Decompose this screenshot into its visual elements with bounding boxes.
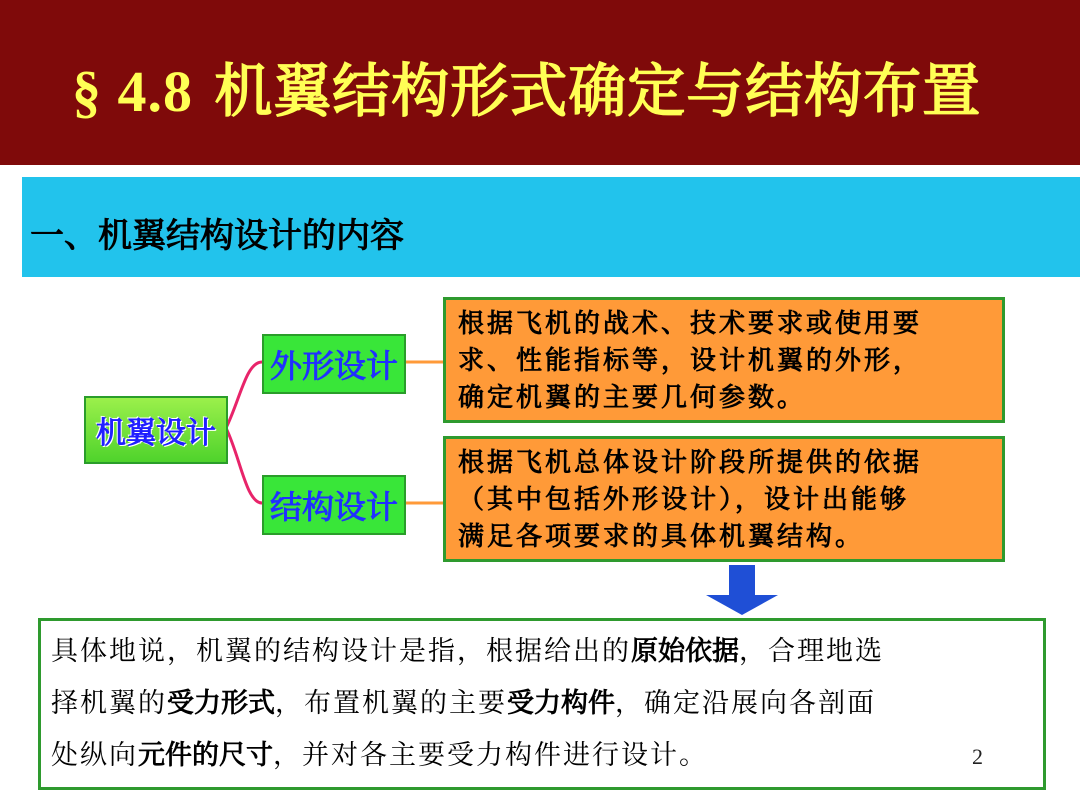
child-node-structure-design: 结构设计 (262, 475, 406, 535)
branch-line-bottom (226, 428, 262, 503)
summary-text: ，合理地选 (739, 636, 884, 667)
section-title: 一、机翼结构设计的内容 (30, 216, 404, 256)
summary-text: ，布置机翼的主要 (275, 688, 507, 719)
description-line: 求、性能指标等，设计机翼的外形， (458, 346, 923, 376)
summary-text: 具体地说，机翼的结构设计是指，根据给出的 (51, 636, 631, 667)
summary-box (38, 618, 1046, 790)
description-line: 确定机翼的主要几何参数。 (458, 383, 807, 413)
summary-text: 择机翼的 (51, 688, 167, 719)
down-arrow-icon (706, 565, 778, 615)
summary-text: ，并对各主要受力构件进行设计。 (273, 740, 708, 771)
emphasis-text: 元件的尺寸 (138, 740, 273, 771)
summary-line (51, 678, 1043, 730)
branch-line-top (226, 362, 262, 428)
child-node-shape-design: 外形设计 (262, 334, 406, 394)
summary-text: 处纵向 (51, 740, 138, 771)
description-line: （其中包括外形设计），设计出能够 (458, 485, 910, 515)
root-node: 机翼设计 (84, 396, 228, 464)
description-line: 根据飞机的战术、技术要求或使用要 (458, 309, 923, 339)
summary-line (51, 730, 1043, 782)
summary-text: ，确定沿展向各剖面 (615, 688, 876, 719)
summary-line (51, 626, 1043, 678)
page-number: 2 (972, 744, 983, 769)
description-box-structure (443, 436, 1005, 562)
emphasis-text: 原始依据 (631, 636, 739, 667)
description-line: 满足各项要求的具体机翼结构。 (458, 522, 865, 552)
emphasis-text: 受力构件 (507, 688, 615, 719)
emphasis-text: 受力形式 (167, 688, 275, 719)
section-symbol: § 4.8 (72, 59, 193, 124)
description-line: 根据飞机总体设计阶段所提供的依据 (458, 448, 923, 478)
title-text: 机翼结构形式确定与结构布置 (214, 57, 982, 125)
description-box-shape (443, 297, 1005, 423)
